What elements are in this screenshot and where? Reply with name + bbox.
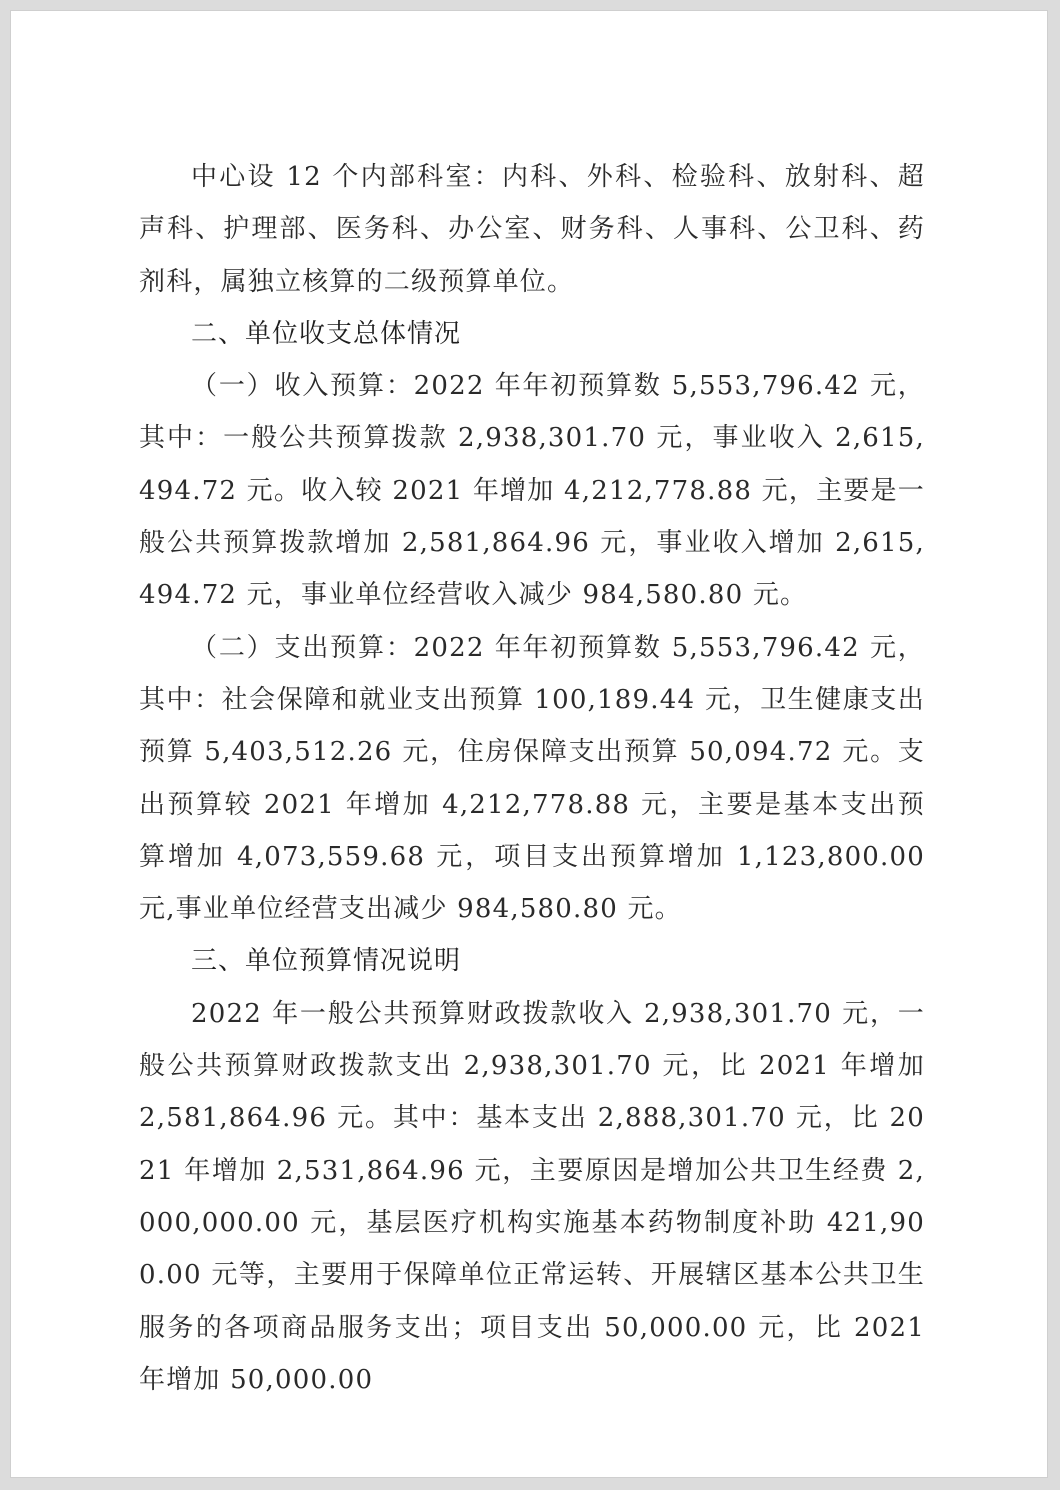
para-expense-budget: （二）支出预算：2022 年年初预算数 5,553,796.42 元，其中：社会保障和就业支出预算 100,189.44 元，卫生健康支出预算 5,403,512.26 元，住房保障支出预算 50,094.72 元。支出预算较 2021 年增加 4,212,778.88 元，主要是基本支出预算增加 4,073,559.68 元，项目支出预算增加 1,123,800.00 元,事业单位经营支出减少 984,580.80 元。: [139, 632, 925, 925]
para-budget-explanation: 2022 年一般公共预算财政拨款收入 2,938,301.70 元，一般公共预算财政拨款支出 2,938,301.70 元，比 2021 年增加 2,581,864.96 元。其中：基本支出 2,888,301.70 元，比 2021 年增加 2,531,864.96 元，主要原因是增加公共卫生经费 2,000,000.00 元，基层医疗机构实施基本药物制度补助 421,900.00 元等，主要用于保障单位正常运转、开展辖区基本公共卫生服务的各项商品服务支出；项目支出 50,000.00 元，比 2021 年增加 50,000.00: [139, 998, 925, 1395]
heading-section-2: 二、单位收支总体情况: [191, 318, 462, 349]
para-departments: 中心设 12 个内部科室：内科、外科、检验科、放射科、超声科、护理部、医务科、办公室、财务科、人事科、公卫科、药剂科，属独立核算的二级预算单位。: [139, 162, 925, 297]
document-page: [10, 10, 1048, 1478]
para-income-budget: （一）收入预算：2022 年年初预算数 5,553,796.42 元，其中：一般公共预算拨款 2,938,301.70 元，事业收入 2,615,494.72 元。收入较 2021 年增加 4,212,778.88 元，主要是一般公共预算拨款增加 2,581,864.96 元，事业收入增加 2,615,494.72 元，事业单位经营收入减少 984,580.80 元。: [139, 371, 925, 611]
heading-section-3: 三、单位预算情况说明: [191, 946, 462, 977]
document-body: [139, 151, 925, 1406]
